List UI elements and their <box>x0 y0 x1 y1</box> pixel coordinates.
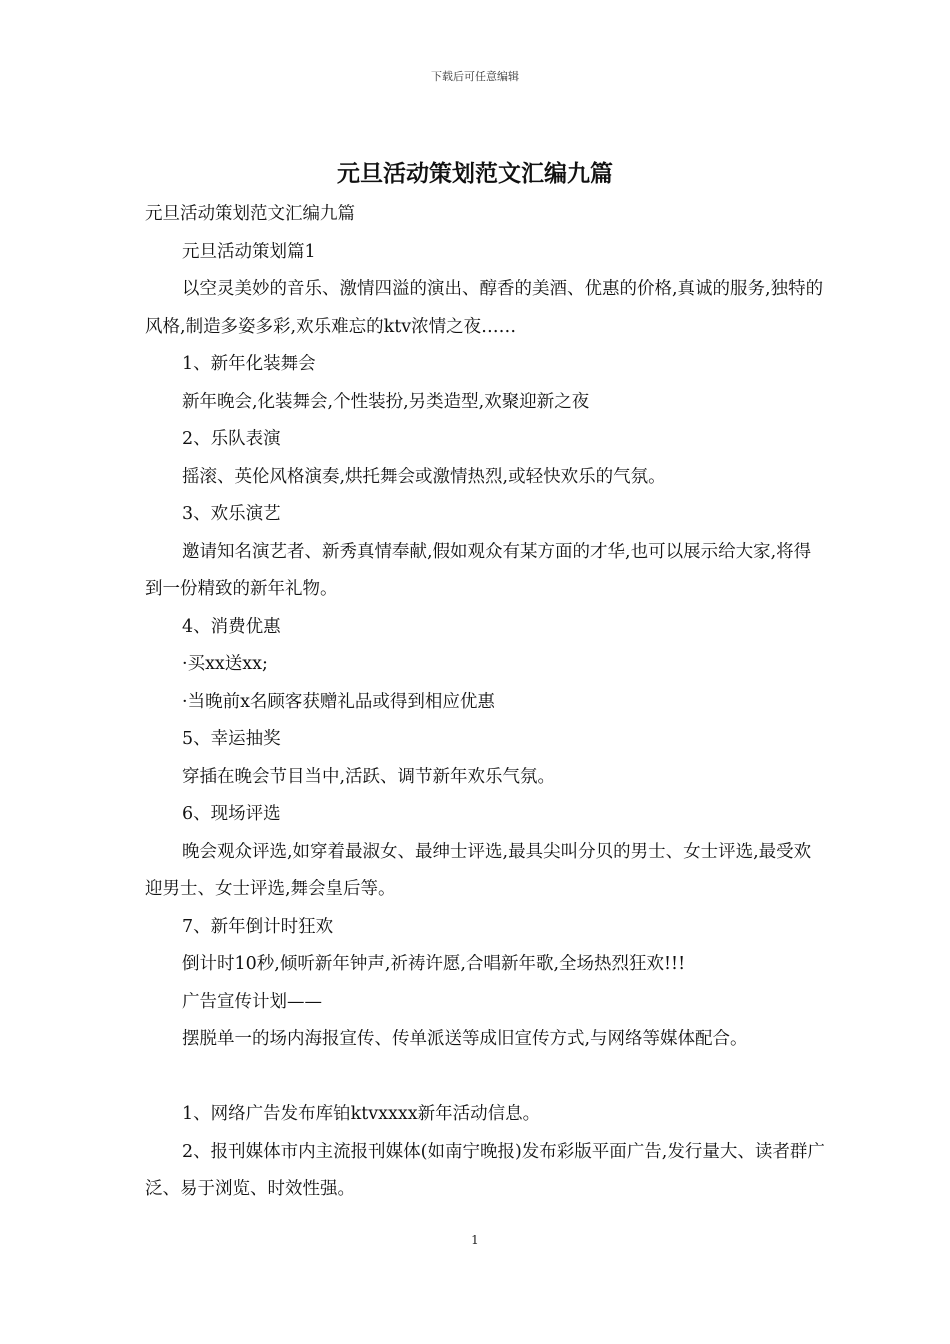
paragraph: 1、网络广告发布库铂ktvxxxx新年活动信息。 <box>182 1104 541 1124</box>
paragraph: 元旦活动策划范文汇编九篇 <box>145 204 355 224</box>
paragraph: 2、乐队表演 <box>182 429 281 449</box>
paragraph: 摇滚、英伦风格演奏,烘托舞会或激情热烈,或轻快欢乐的气氛。 <box>182 466 666 487</box>
blank-line <box>145 1059 825 1097</box>
paragraph: 3、欢乐演艺 <box>182 504 281 524</box>
paragraph: ·当晚前x名顾客获赠礼品或得到相应优惠 <box>182 691 495 712</box>
paragraph: 7、新年倒计时狂欢 <box>182 916 334 937</box>
paragraph: 1、新年化装舞会 <box>182 354 316 374</box>
document-title: 元旦活动策划范文汇编九篇 <box>337 160 613 187</box>
page-number: 1 <box>471 1233 479 1247</box>
paragraph: 摆脱单一的场内海报宣传、传单派送等成旧宣传方式,与网络等媒体配合。 <box>182 1029 748 1049</box>
paragraph: 以空灵美妙的音乐、激情四溢的演出、醇香的美酒、优惠的价格,真诚的服务,独特的风格,制造多姿多彩,欢乐难忘的ktv浓情之夜…… <box>145 279 824 337</box>
paragraph: 元旦活动策划篇1 <box>182 241 316 262</box>
paragraph: 2、报刊媒体市内主流报刊媒体(如南宁晚报)发布彩版平面广告,发行量大、读者群广泛、易于浏览、时效性强。 <box>145 1141 825 1199</box>
paragraph: 新年晚会,化装舞会,个性装扮,另类造型,欢聚迎新之夜 <box>182 391 590 412</box>
paragraph: 4、消费优惠 <box>182 616 281 637</box>
page-header-note: 下载后可任意编辑 <box>431 70 519 83</box>
document-body <box>145 196 825 1209</box>
paragraph: ·买xx送xx; <box>182 654 268 674</box>
paragraph: 倒计时10秒,倾听新年钟声,祈祷许愿,合唱新年歌,全场热烈狂欢!!! <box>182 954 686 974</box>
paragraph: 广告宣传计划—— <box>182 991 322 1012</box>
paragraph: 穿插在晚会节目当中,活跃、调节新年欢乐气氛。 <box>182 766 556 787</box>
paragraph: 晚会观众评选,如穿着最淑女、最绅士评选,最具尖叫分贝的男士、女士评选,最受欢迎男士、女士评选,舞会皇后等。 <box>145 841 812 899</box>
paragraph: 6、现场评选 <box>182 804 281 824</box>
paragraph: 5、幸运抽奖 <box>182 729 281 749</box>
paragraph: 邀请知名演艺者、新秀真情奉献,假如观众有某方面的才华,也可以展示给大家,将得到一份精致的新年礼物。 <box>145 541 812 599</box>
